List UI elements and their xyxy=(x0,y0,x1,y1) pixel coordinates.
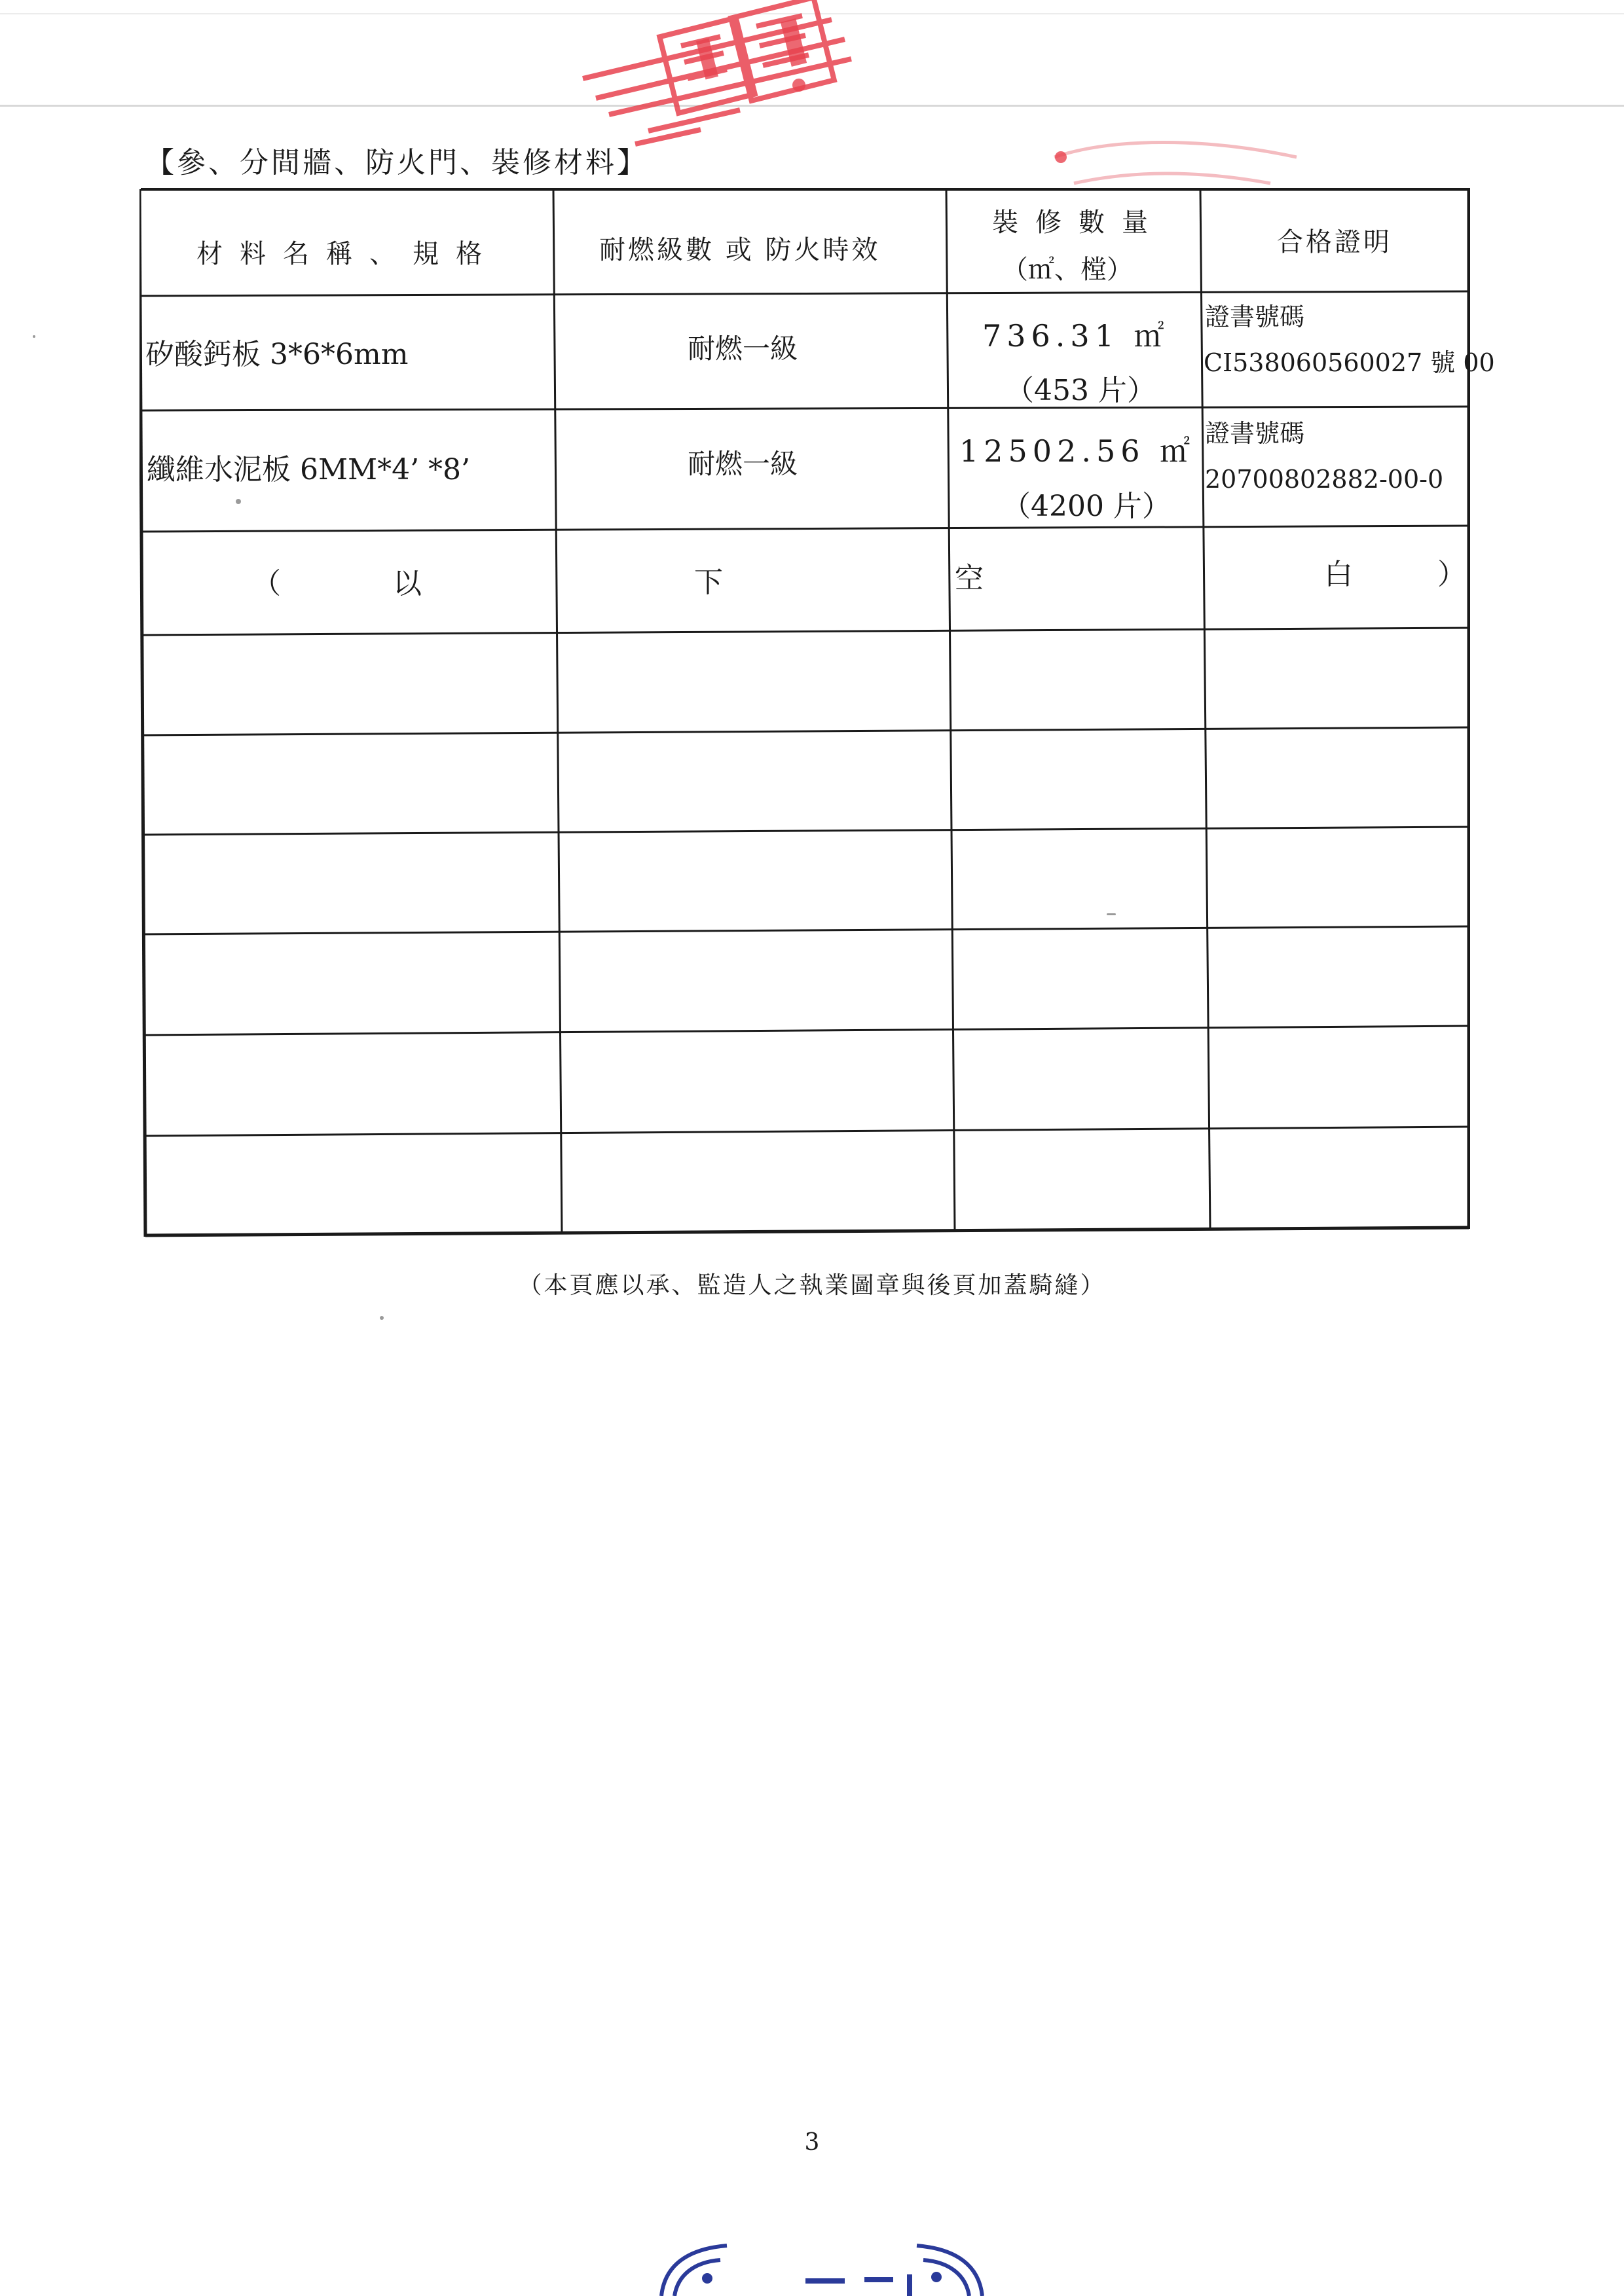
row2-material: 纖維水泥板 6MM*4’ *8’ xyxy=(147,453,471,486)
blank-open-paren: （ xyxy=(252,567,281,600)
blank-char-kong: 空 xyxy=(955,562,984,595)
row1-material: 矽酸鈣板 3*6*6mm xyxy=(145,338,409,371)
scan-speck xyxy=(236,499,241,504)
row1-cert-number: CI538060560027 號 00 xyxy=(1204,348,1495,377)
page-number: 3 xyxy=(804,2129,820,2156)
header-quantity-title: 裝修數量 xyxy=(992,208,1165,238)
row2-quantity: 12502.56 ㎡ xyxy=(959,433,1196,469)
row1-fire-rating: 耐燃一級 xyxy=(688,333,798,365)
row1-quantity: 736.31 ㎡ xyxy=(982,318,1170,354)
blank-close-paren: ） xyxy=(1437,558,1466,591)
blank-char-xia: 下 xyxy=(694,566,723,599)
red-seal-stamp xyxy=(570,0,858,157)
header-quantity-unit: （㎡、樘） xyxy=(1002,255,1133,285)
row2-pieces: （4200 片） xyxy=(1002,490,1171,523)
footer-note: （本頁應以承、監造人之執業圖章與後頁加蓋騎縫） xyxy=(518,1272,1106,1299)
row2-fire-rating: 耐燃一級 xyxy=(688,448,798,480)
row2-cert-number: 20700802882-00-0 xyxy=(1205,465,1444,494)
scan-speck xyxy=(33,335,35,338)
section-heading: 【參、分間牆、防火門、裝修材料】 xyxy=(145,146,648,179)
header-fire-rating: 耐燃級數 或 防火時效 xyxy=(599,235,881,265)
blank-char-bai: 白 xyxy=(1324,558,1353,591)
scan-speck xyxy=(1107,913,1116,915)
row2-cert-label: 證書號碼 xyxy=(1205,419,1305,448)
scan-speck xyxy=(380,1316,384,1320)
header-certificate: 合格證明 xyxy=(1277,227,1392,257)
row1-cert-label: 證書號碼 xyxy=(1205,302,1305,331)
blank-char-yi: 以 xyxy=(393,567,422,600)
header-material-name: 材料名稱、規格 xyxy=(196,239,499,269)
blue-seal-stamp xyxy=(648,2239,995,2296)
row1-pieces: （453 片） xyxy=(1005,374,1156,407)
